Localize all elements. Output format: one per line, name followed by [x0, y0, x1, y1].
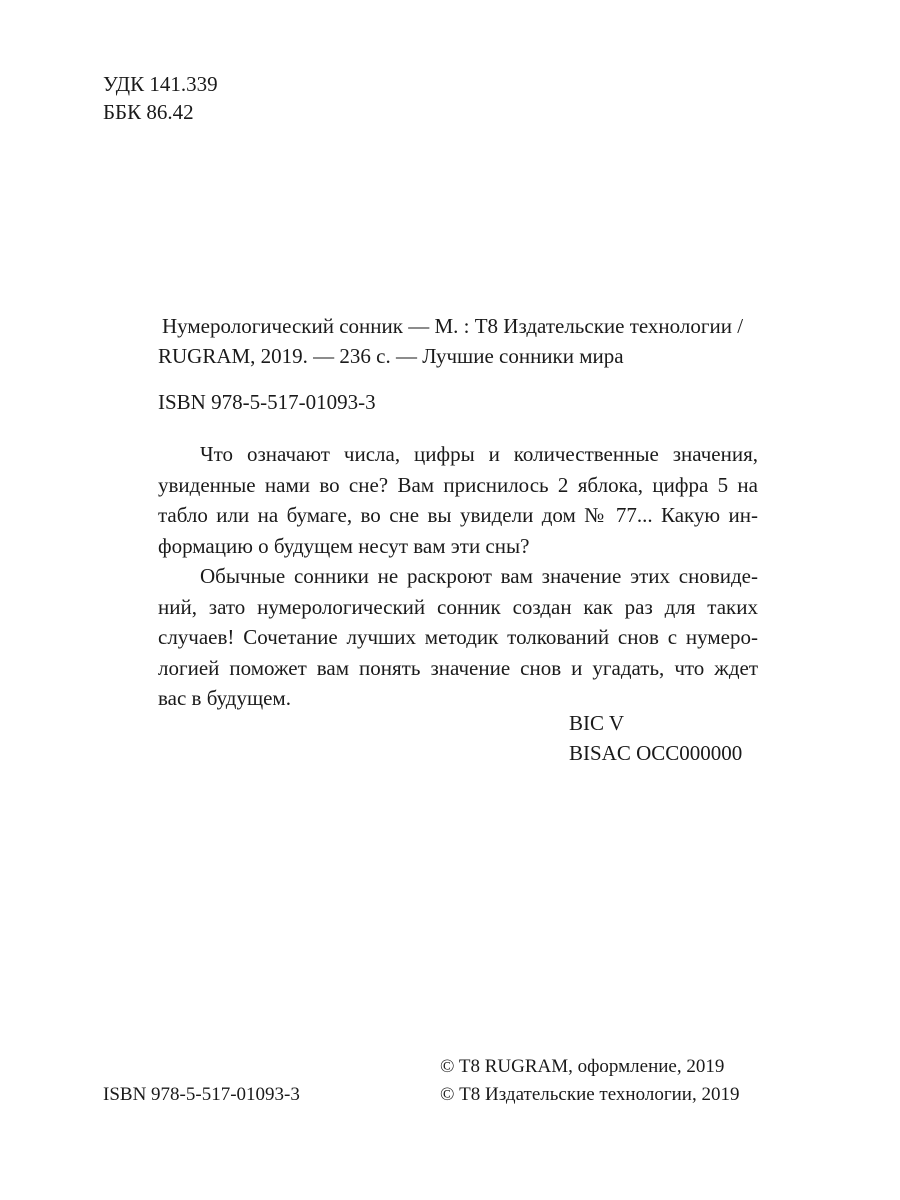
bibliographic-line-1: Нумерологический сонник — М. : Т8 Издательские технологии /: [162, 314, 744, 338]
annotation-line: увиденные нами во сне? Вам приснилось 2 яблока, цифра 5 на: [158, 472, 758, 497]
subject-codes: [569, 708, 742, 768]
bibliographic-line-2: RUGRAM, 2019. — 236 с. — Лучшие сонники мира: [158, 344, 624, 368]
isbn-record: ISBN 978-5-517-01093-3: [158, 390, 376, 414]
copyright-notices: [440, 1053, 739, 1109]
annotation-line: случаев! Сочетание лучших методик толкований снов с нумеро-: [158, 625, 758, 649]
annotation-line: вас в будущем.: [158, 686, 291, 710]
copyright-design: © T8 RUGRAM, оформление, 2019: [440, 1056, 725, 1077]
bibliographic-record: [158, 311, 758, 371]
annotation-line: формацию о будущем несут вам эти сны?: [158, 533, 530, 558]
bbk-code: ББК 86.42: [103, 100, 194, 124]
annotation-line: логией поможет вам понять значение снов и угадать, что ждет: [158, 655, 758, 680]
annotation-line: Что означают числа, цифры и количественные значения,: [200, 442, 758, 466]
annotation-line: табло или на бумаге, во сне вы увидели дом № 77... Какую ин-: [158, 503, 758, 527]
udk-code: УДК 141.339: [103, 72, 218, 96]
bic-code: BIC V: [569, 711, 625, 735]
copyright-publisher: © Т8 Издательские технологии, 2019: [440, 1084, 740, 1105]
annotation-line: Обычные сонники не раскроют вам значение этих сновиде-: [200, 564, 758, 588]
annotation-line: ний, зато нумерологический сонник создан как раз для таких: [158, 594, 758, 619]
isbn-footer: ISBN 978-5-517-01093-3: [103, 1084, 300, 1105]
classification-block: [103, 70, 218, 126]
annotation-paragraph-1: [158, 439, 758, 561]
bisac-code: BISAC OCC000000: [569, 741, 743, 765]
annotation-paragraph-2: [158, 561, 758, 714]
annotation: [158, 439, 758, 714]
